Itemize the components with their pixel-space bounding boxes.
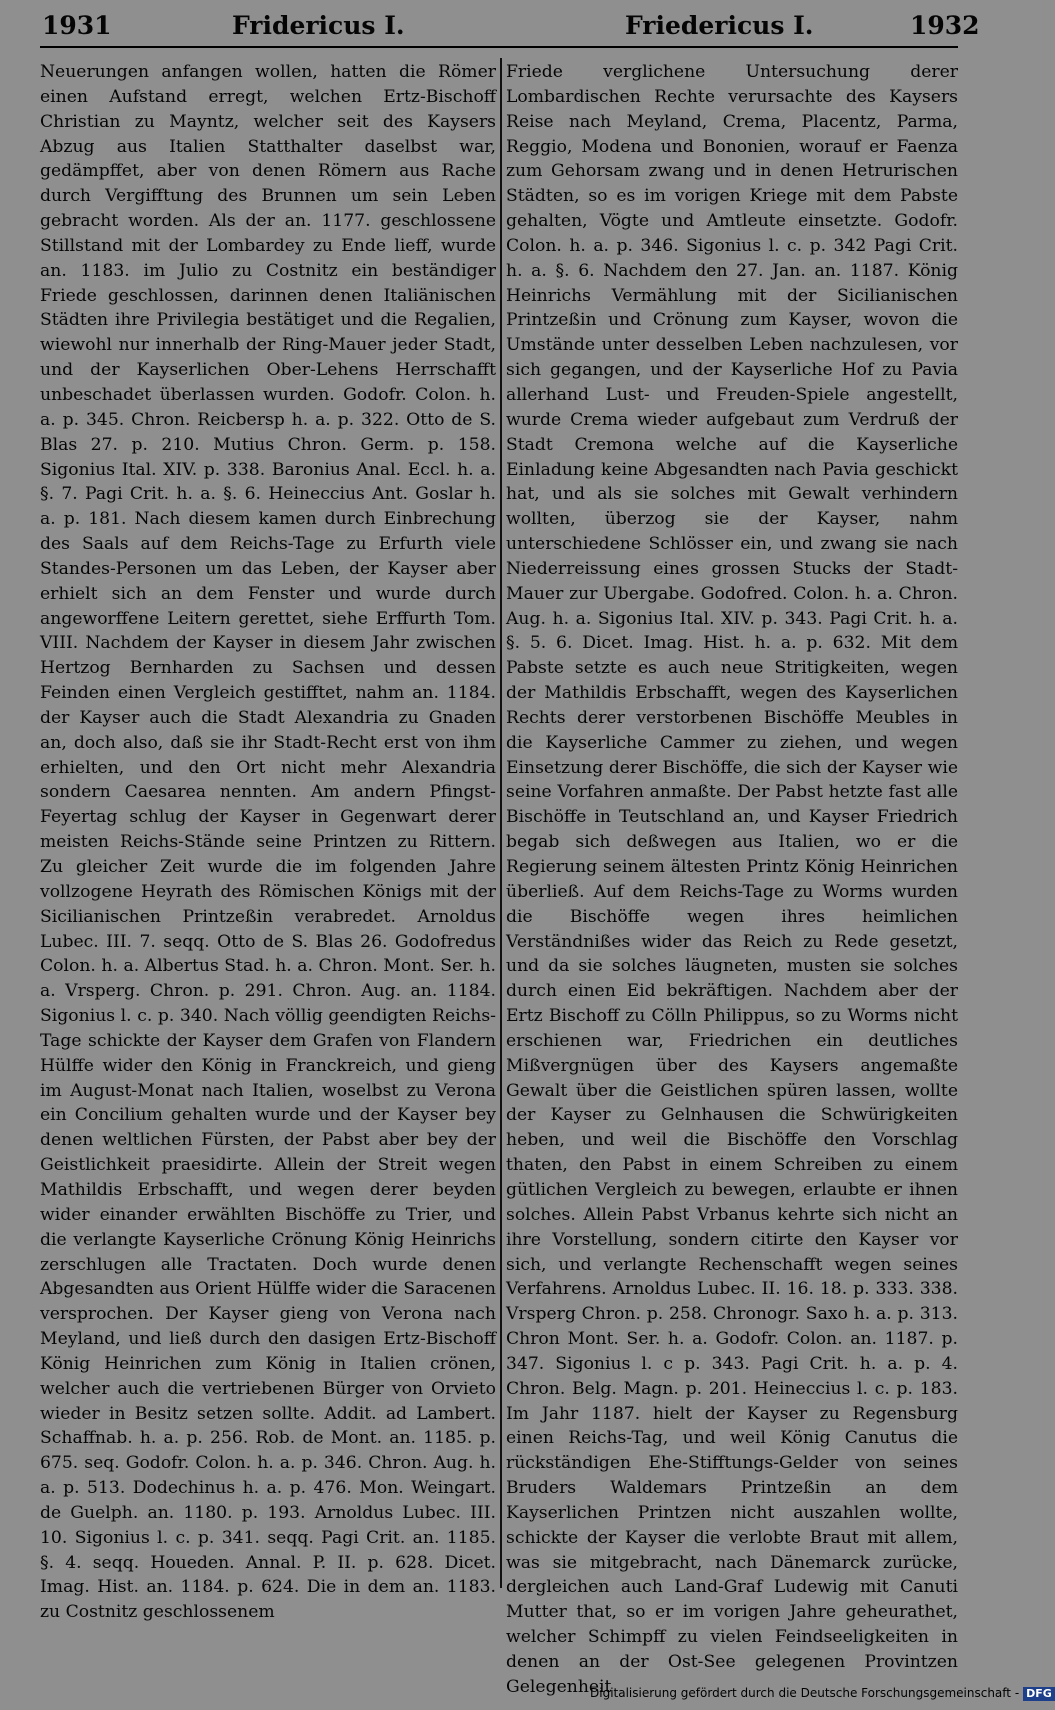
column-right-text: Friede verglichene Untersuchung derer Lombardischen Rechte verursachte des Kaysers Reise nach Meyland, Crema, Placentz, Parma, Reggio, Modena und Bononien, worauf er Faenza zum Gehorsam zwang und in denen Hetrurischen Städten, so es im vorigen Kriege mit dem Pabste gehalten, Vögte und Amtleute einsetzte. Godofr. Colon. h. a. p. 346. Sigonius l. c. p. 342 Pagi Crit. h. a. §. 6. Nachdem den 27. Jan. an. 1187. König Heinrichs Vermählung mit der Sicilianischen Printzeßin und Crönung zum Kayser, wovon die Umstände unter desselben Leben nachzulesen, vor sich gegangen, und der Kayserliche Hof zu Pavia allerhand Lust- und Freuden-Spiele angestellt, wurde Crema wieder aufgebaut zum Verdruß der Stadt Cremona welche auf die Kayserliche Einladung keine Abgesandten nach Pavia geschickt hat, und als sie solches mit Gewalt verhindern wollten, überzog sie der Kayser, nahm unterschiedene Schlösser ein, und zwang sie nach Niederreissung eines grossen Stucks der Stadt-Mauer zur Ubergabe. Godofred. Colon. h. a. Chron. Aug. h. a. Sigonius Ital. XIV. p. 343. Pagi Crit. h. a. §. 5. 6. Dicet. Imag. Hist. h. a. p. 632. Mit dem Pabste setzte es auch neue Stritigkeiten, wegen der Mathildis Erbschafft, wegen des Kayserlichen Rechts derer verstorbenen Bischöffe Meubles in die Kayserliche Cammer zu ziehen, und wegen Einsetzung derer Bischöffe, die sich der Kayser wie seine Vorfahren anmaßte. Der Pabst hetzte fast alle Bischöffe in Teutschland an, und Kayser Friedrich begab sich deßwegen aus Italien, wo er die Regierung seinem ältesten Printz König Heinrichen überließ. Auf dem Reichs-Tage zu Worms wurden die Bischöffe wegen ihres heimlichen Verständnißes wider das Reich zu Rede gesetzt, und da sie solches läugneten, musten sie solches durch einen Eid bekräftigen. Nachdem aber der Ertz Bischoff zu Cölln Philippus, so zu Worms nicht erschienen war, Friedrichen ein deutliches Mißvergnügen über des Kaysers angemaßte Gewalt über die Geistlichen spüren lassen, wollte der Kayser zu Gelnhausen die Schwürigkeiten heben, und weil die Bischöffe den Vorschlag thaten, den Pabst in einem Schreiben zu einem gütlichen Vergleich zu bewegen, erlaubte er ihnen solches. Allein Pabst Vrbanus kehrte sich nicht an ihre Vorstellung, sondern citirte den Kayser vor sich, und verlangte Rechenschafft wegen seines Verfahrens. Arnoldus Lubec. II. 16. 18. p. 333. 338. Vrsperg Chron. p. 258. Chronogr. Saxo h. a. p. 313. Chron Mont. Ser. h. a. Godofr. Colon. an. 1187. p. 347. Sigonius l. c p. 343. Pagi Crit. h. a. p. 4. Chron. Belg. Magn. p. 201. Heineccius l. c. p. 183. Im Jahr 1187. hielt der Kayser zu Regensburg einen Reichs-Tag, und weil König Canutus die rückständigen Ehe-Stifftungs-Gelder von seines Bruders Waldemars Printzeßin an dem Kayserlichen Printzen nicht auszahlen wollte, schickte der Kayser die verlobte Braut mit allem, was sie mitgebracht, nach Dänemarck zurücke, dergleichen auch Land-Graf Ludewig mit Canuti Mutter that, so er im vorigen Jahre geheurathet, welcher Schimpff zu vielen Feindseeligkeiten in denen an der Ost-See gelegenen Provintzen Gelegenheit (506, 62, 958, 1697)
text-column-left (40, 60, 496, 1623)
page-number-right: 1932 (910, 11, 980, 40)
running-title-right: Friedericus I. (625, 11, 814, 40)
footer-text: Digitalisierung gefördert durch die Deutsche Forschungsgemeinschaft - (590, 1686, 1020, 1700)
column-left-text: Neuerungen anfangen wollen, hatten die Römer einen Aufstand erregt, welchen Ertz-Bischoff Christian zu Mayntz, welcher seit des Kaysers Abzug aus Italien Statthalter daselbst war, gedämpffet, aber von denen Römern aus Rache durch Vergifftung des Brunnen um sein Leben gebracht worden. Als der an. 1177. geschlossene Stillstand mit der Lombardey zu Ende lieff, wurde an. 1183. im Julio zu Costnitz ein beständiger Friede geschlossen, darinnen denen Italiänischen Städten ihre Privilegia bestätiget und die Regalien, wiewohl nur innerhalb der Ring-Mauer jeder Stadt, und der Kayserlichen Ober-Lehens Herrschafft unbeschadet überlassen wurden. Godofr. Colon. h. a. p. 345. Chron. Reicbersp h. a. p. 322. Otto de S. Blas 27. p. 210. Mutius Chron. Germ. p. 158. Sigonius Ital. XIV. p. 338. Baronius Anal. Eccl. h. a. §. 7. Pagi Crit. h. a. §. 6. Heineccius Ant. Goslar h. a. p. 181. Nach diesem kamen durch Einbrechung des Saals auf dem Reichs-Tage zu Erfurth viele Standes-Personen um das Leben, der Kayser aber erhielt sich an dem Fenster und wurde durch angeworffene Leitern gerettet, siehe Erffurth Tom. VIII. Nachdem der Kayser in diesem Jahr zwischen Hertzog Bernharden zu Sachsen und dessen Feinden einen Vergleich gestifftet, nahm an. 1184. der Kayser auch die Stadt Alexandria zu Gnaden an, doch also, daß sie ihr Stadt-Recht erst von ihm erhielten, und den Ort nicht mehr Alexandria sondern Caesarea nennten. Am andern Pfingst-Feyertag schlug der Kayser in Gegenwart derer meisten Reichs-Stände seine Printzen zu Rittern. Zu gleicher Zeit wurde die im folgenden Jahre vollzogene Heyrath des Römischen Königs mit der Sicilianischen Printzeßin verabredet. Arnoldus Lubec. III. 7. seqq. Otto de S. Blas 26. Godofredus Colon. h. a. Albertus Stad. h. a. Chron. Mont. Ser. h. a. Vrsperg. Chron. p. 291. Chron. Aug. an. 1184. Sigonius l. c. p. 340. Nach völlig geendigten Reichs-Tage schickte der Kayser dem Grafen von Flandern Hülffe wider den König in Franckreich, und gieng im August-Monat nach Italien, woselbst zu Verona ein Concilium gehalten wurde und der Kayser bey denen weltlichen Fürsten, der Pabst aber bey der Geistlichkeit praesidirte. Allein der Streit wegen Mathildis Erbschafft, und wegen derer beyden wider einander erwählten Bischöffe zu Trier, und die verlangte Kayserliche Crönung König Heinrichs zerschlugen alle Tractaten. Doch wurde denen Abgesandten aus Orient Hülffe wider die Saracenen versprochen. Der Kayser gieng von Verona nach Meyland, und ließ durch den dasigen Ertz-Bischoff König Heinrichen zum König in Italien crönen, welcher auch die vertriebenen Bürger von Orvieto wieder in Besitz setzen sollte. Addit. ad Lambert. Schaffnab. h. a. p. 256. Rob. de Mont. an. 1185. p. 675. seq. Godofr. Colon. h. a. p. 346. Chron. Aug. h. a. p. 513. Dodechinus h. a. p. 476. Mon. Weingart. de Guelph. an. 1180. p. 193. Arnoldus Lubec. III. 10. Sigonius l. c. p. 341. seqq. Pagi Crit. an. 1185. §. 4. seqq. Houeden. Annal. P. II. p. 628. Dicet. Imag. Hist. an. 1184. p. 624. Die in dem an. 1183. zu Costnitz geschlossenem (40, 62, 496, 1623)
page-number-left: 1931 (42, 11, 112, 40)
header-rule (40, 46, 958, 48)
running-title-left: Fridericus I. (232, 11, 405, 40)
dfg-logo: DFG (1023, 1687, 1055, 1701)
column-divider (500, 58, 502, 1588)
digitization-footer (590, 1686, 1052, 1701)
